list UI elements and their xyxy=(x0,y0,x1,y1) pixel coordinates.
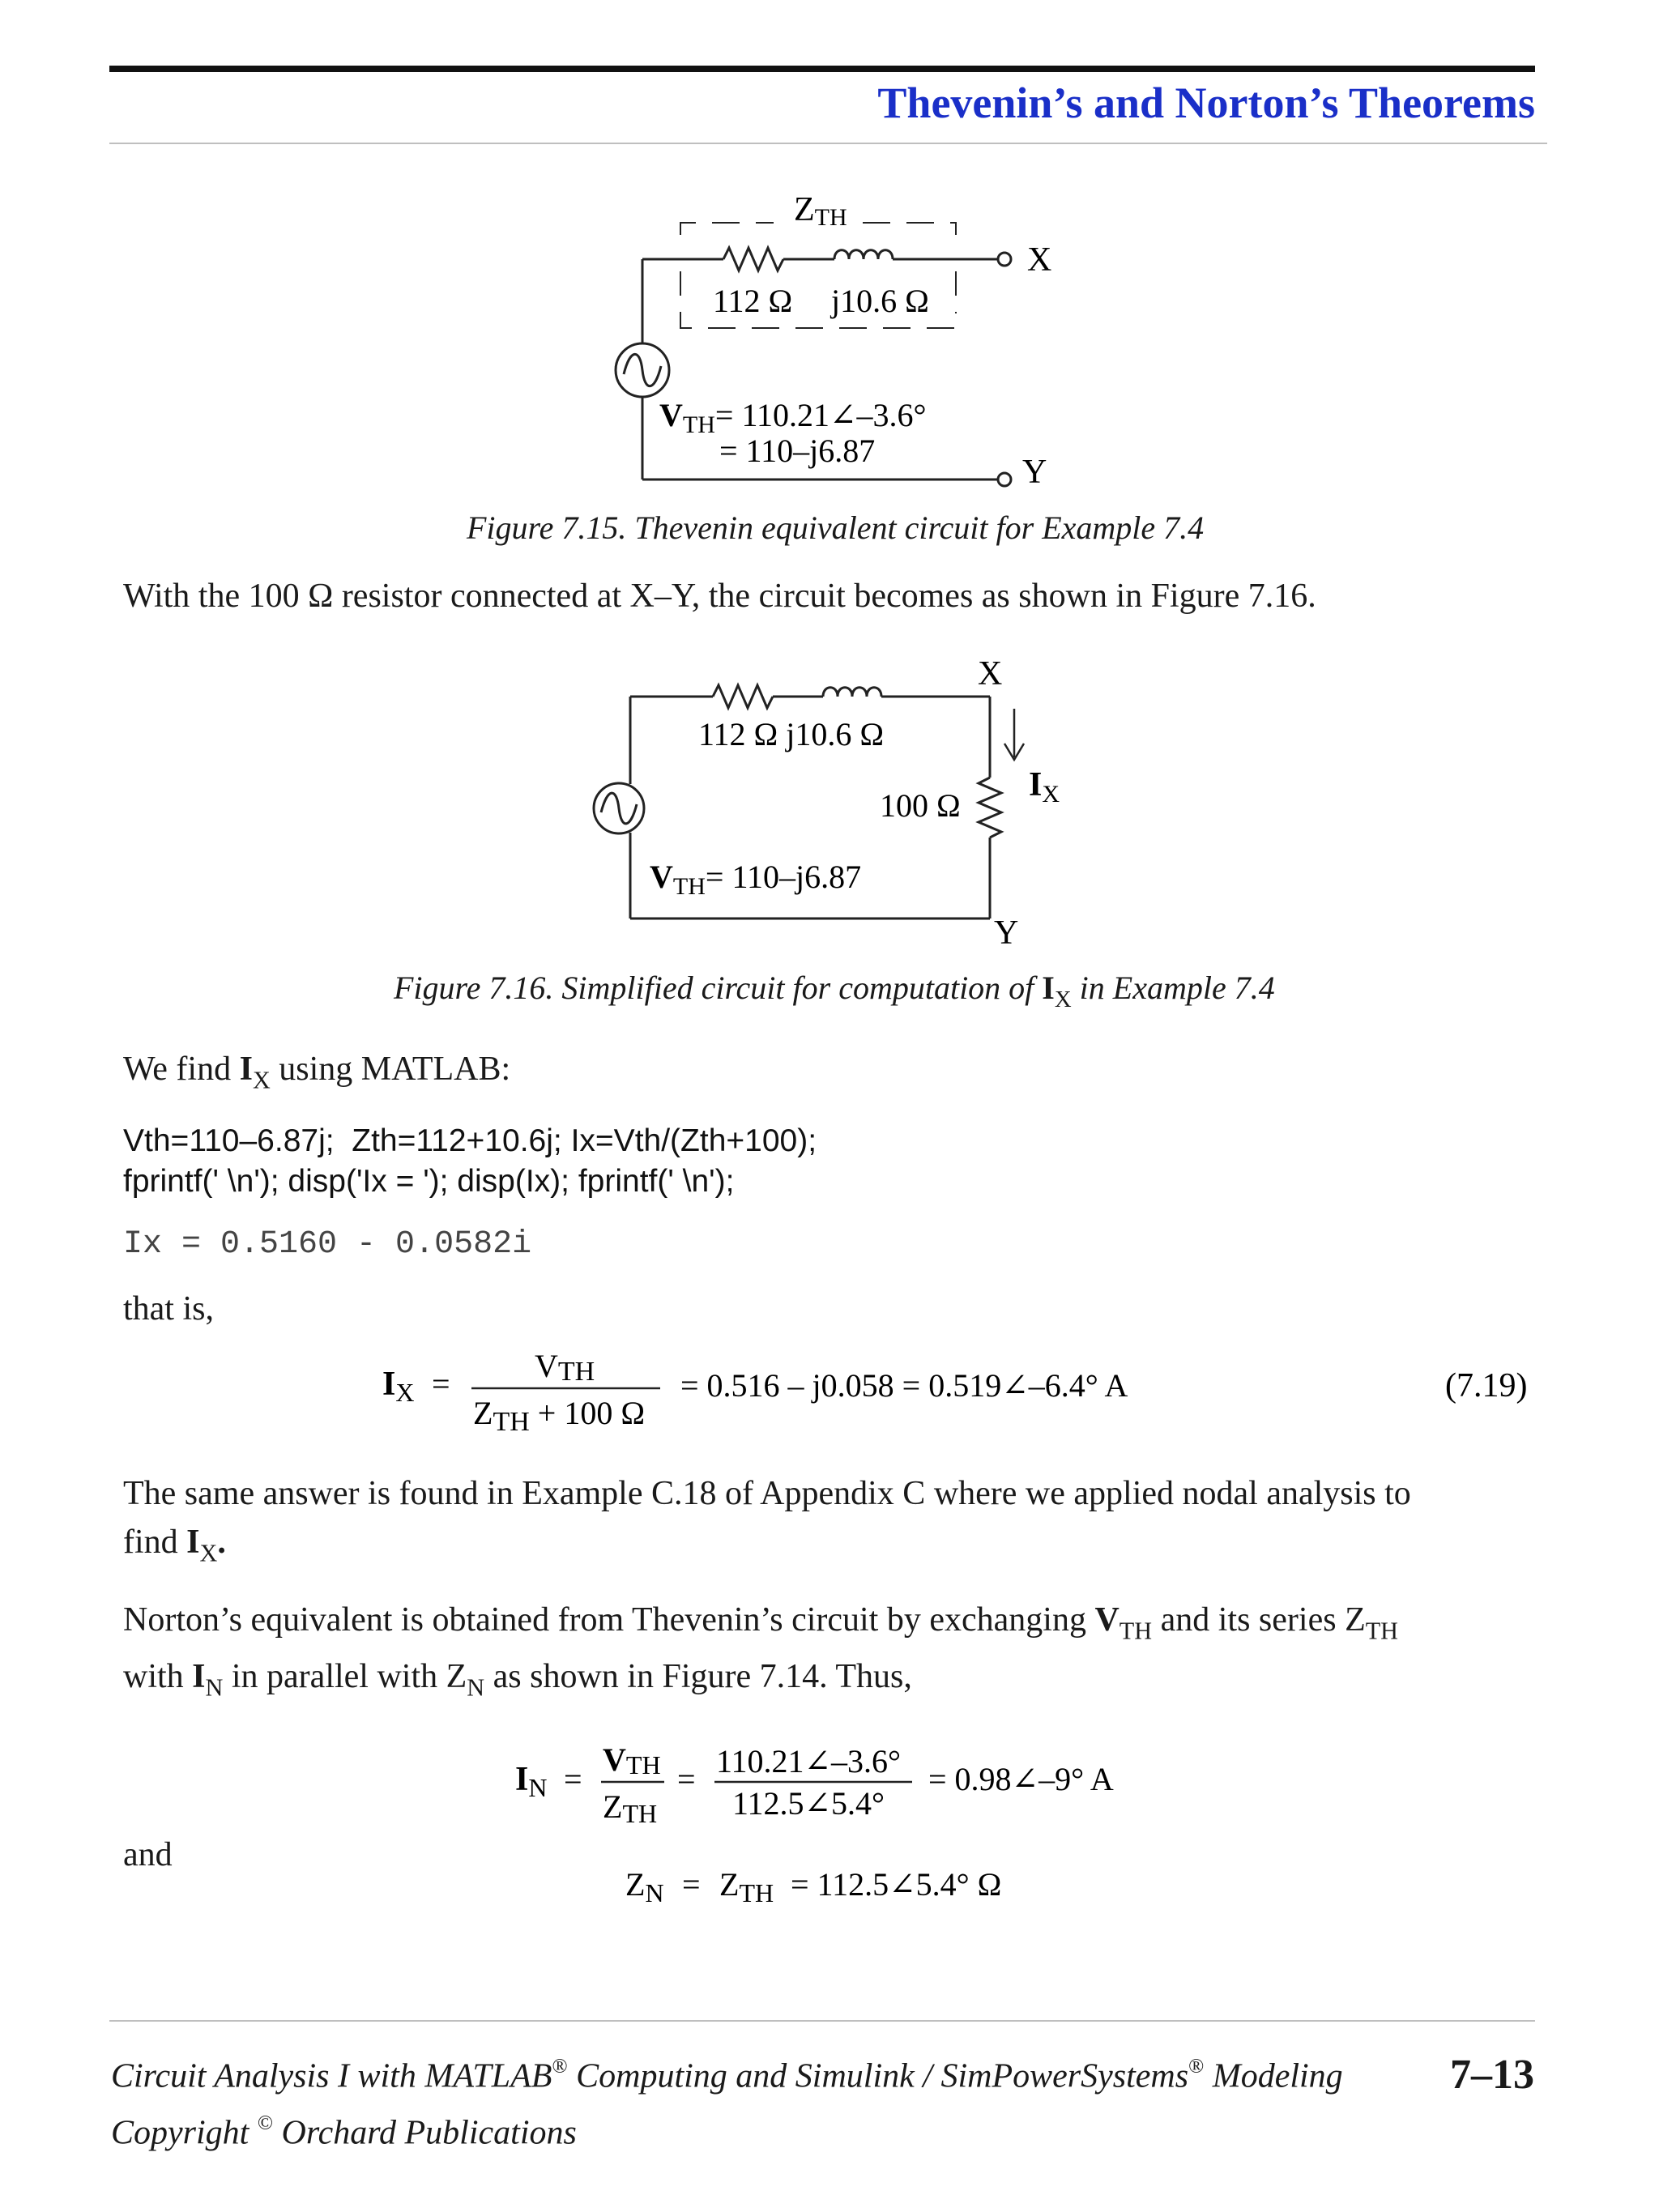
zn-lhs: $Z_N$ xyxy=(625,1866,664,1907)
figure-7-16-caption: Figure 7.16. Simplified circuit for computation of $I_X$ in Example 7.4 xyxy=(394,970,1275,1013)
code-line-2: fprintf(' \n'); disp('Ix = '); disp(Ix); fprintf(' \n'); xyxy=(123,1164,735,1199)
paragraph-2: We find $I_X$ using MATLAB: xyxy=(123,1051,511,1094)
in-f1-numerator: VTH xyxy=(603,1741,661,1779)
matlab-output: Ix = 0.5160 - 0.0582i xyxy=(123,1226,532,1263)
series-impedance-values: 112 Ω j10.6 Ω xyxy=(698,716,885,752)
in-equals: = xyxy=(564,1761,582,1797)
paragraph-5-line-2: with $I_N$ in parallel with $Z_N$ as shown in Figure 7.14. Thus, xyxy=(123,1658,912,1702)
in-f2-denominator: 112.5∠5.4° xyxy=(732,1785,885,1822)
load-resistor-value: 100 Ω xyxy=(880,787,961,824)
eq-numerator: VTH xyxy=(535,1348,595,1387)
zn-rhs: = 112.5∠5.4° Ω xyxy=(791,1866,1002,1903)
footer-divider xyxy=(109,2020,1535,2022)
ix-label: IX xyxy=(1029,766,1060,808)
vth-rect-value: = 110–j6.87 xyxy=(719,433,876,469)
zth-label: ZTH xyxy=(794,191,847,231)
eq-denominator: $Z_{TH} + 100$ Ω xyxy=(473,1395,646,1437)
node-y-label: Y xyxy=(994,914,1019,952)
footer-book-title: Circuit Analysis I with MATLAB® Computing and Simulink / SimPowerSystems® Modeling xyxy=(111,2056,1343,2095)
page-number: 7–13 xyxy=(1450,2052,1534,2098)
inductor-value: j10.6 Ω xyxy=(831,283,929,319)
vth-value-label: $V_{TH}= 110-j6.87$ xyxy=(650,859,862,900)
paragraph-5-line-1: Norton’s equivalent is obtained from Thevenin’s circuit by exchanging $V_{TH}$ and its series $Z_{TH}$ xyxy=(123,1601,1399,1645)
equation-number: (7.19) xyxy=(1445,1367,1528,1404)
figure-7-15-caption: Figure 7.15. Thevenin equivalent circuit for Example 7.4 xyxy=(467,509,1205,546)
node-x-label: X xyxy=(978,655,1003,693)
terminal-y-label: Y xyxy=(1022,454,1047,491)
in-equals-2: = xyxy=(677,1761,696,1797)
in-f1-denominator: ZTH xyxy=(603,1788,658,1828)
eq-lhs: IX xyxy=(382,1366,415,1407)
resistor-value: 112 Ω xyxy=(713,283,793,319)
terminal-x-label: X xyxy=(1027,241,1052,279)
zn-equals: = xyxy=(682,1866,701,1903)
in-rhs: = 0.98∠–9° A xyxy=(928,1761,1114,1797)
footer-copyright: Copyright © Orchard Publications xyxy=(111,2112,577,2152)
paragraph-3: that is, xyxy=(123,1290,214,1328)
page-header-title: Thevenin’s and Norton’s Theorems xyxy=(877,79,1535,127)
paragraph-4-line-1: The same answer is found in Example C.18 of Appendix C where we applied nodal analysis to xyxy=(123,1475,1411,1512)
and-label: and xyxy=(123,1836,173,1873)
vth-label: $V_{TH}=$ 110.21∠–3.6° xyxy=(659,397,927,438)
in-lhs: IN xyxy=(515,1761,548,1802)
in-f2-numerator: 110.21∠–3.6° xyxy=(716,1743,902,1779)
code-line-1: Vth=110–6.87j; Zth=112+10.6j; Ix=Vth/(Zth+100); xyxy=(123,1123,817,1158)
zn-mid: $Z_{TH}$ xyxy=(719,1866,774,1907)
paragraph-1: With the 100 Ω resistor connected at X–Y, the circuit becomes as shown in Figure 7.16. xyxy=(123,578,1316,615)
paragraph-4-line-2: find $I_X$. xyxy=(123,1524,226,1567)
eq-equals: = xyxy=(432,1366,450,1402)
eq-rhs: = 0.516 – j0.058 = 0.519∠–6.4° A xyxy=(680,1367,1128,1404)
